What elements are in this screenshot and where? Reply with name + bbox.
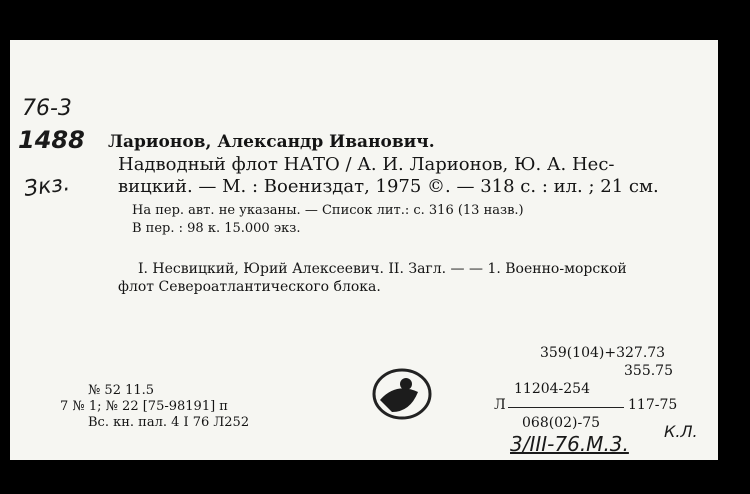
note-line-1: На пер. авт. не указаны. — Список лит.: с. 316 (13 назв.)	[132, 203, 524, 218]
classification-line-4-suffix: 117-75	[628, 397, 678, 413]
classification-line-3: 11204-254	[514, 381, 590, 397]
catalog-card	[10, 40, 718, 460]
print-info-line-3: Вс. кн. пал. 4 I 76 Л252	[88, 415, 250, 430]
classification-line-5: 068(02)-75	[522, 415, 601, 431]
initials-note: К.Л.	[664, 422, 698, 441]
classification-line-2: 355.75	[624, 363, 673, 379]
inventory-note: 3/III-76.М.3.	[510, 432, 629, 456]
author-heading: Ларионов, Александр Иванович.	[108, 132, 435, 152]
title-line-2: вицкий. — М. : Воениздат, 1975 ©. — 318 с. : ил. ; 21 см.	[118, 176, 659, 197]
classification-fraction-line	[508, 407, 624, 408]
classification-line-1: 359(104)+327.73	[540, 345, 666, 361]
shelf-mark-2: 1488	[18, 126, 85, 154]
title-line-1: Надводный флот НАТО / А. И. Ларионов, Ю. А. Нес-	[118, 154, 615, 175]
classification-line-4-prefix: Л	[494, 397, 506, 413]
shelf-mark-1: 76-3	[22, 96, 72, 121]
library-stamp	[366, 362, 438, 426]
note-line-2: В пер. : 98 к. 15.000 экз.	[132, 221, 301, 236]
tracing-line-2: флот Североатлантического блока.	[118, 279, 381, 295]
tracing-line-1: I. Несвицкий, Юрий Алексеевич. II. Загл. — — 1. Военно-морской	[138, 261, 627, 277]
handwritten-note-left: Зкз.	[22, 170, 72, 203]
print-info-line-2: 7 № 1; № 22 [75-98191] п	[60, 399, 228, 414]
print-info-line-1: № 52 11.5	[88, 383, 155, 398]
